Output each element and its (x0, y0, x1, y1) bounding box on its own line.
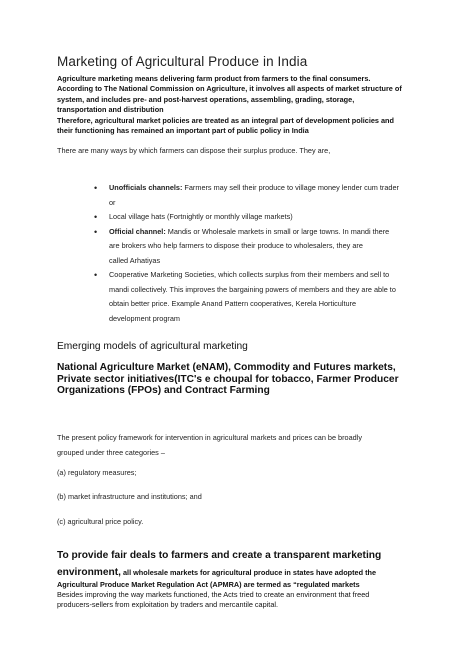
fair-deals-text: Agricultural Produce Market Regulation Act (APMRA) are termed as “regulated markets (57, 579, 360, 589)
intro-line: Therefore, agricultural market policies are treated as an integral part of development policies and (57, 115, 394, 125)
bullet-text: Local village hats (Fortnightly or monthly village markets) (109, 212, 293, 221)
lead-paragraph: There are many ways by which farmers can dispose their surplus produce. They are, (57, 146, 331, 155)
bullet-text: Mandis or Wholesale markets in small or large towns. In mandi there (165, 226, 390, 236)
models-line: Organizations (FPOs) and Contract Farming (57, 385, 270, 396)
bullet-continuation: are brokers who help farmers to dispose their produce to wholesalers, they are (109, 241, 363, 250)
fair-deals-heading: To provide fair deals to farmers and create a transparent marketing (57, 550, 382, 561)
intro-line: system, and includes pre- and post-harvest operations, assembling, grading, storage, (57, 94, 355, 104)
fair-deals-heading-cont: environment, (57, 566, 121, 578)
intro-line: their functioning has remained an important part of public policy in India (57, 126, 309, 136)
models-line: National Agriculture Market (eNAM), Commodity and Futures markets, (57, 362, 396, 373)
bullet-icon: • (94, 226, 98, 237)
list-item (94, 210, 439, 225)
intro-line: transportation and distribution (57, 105, 164, 115)
intro-line: According to The National Commission on Agriculture, it involves all aspects of market structure of (57, 84, 402, 94)
list-item (94, 225, 439, 240)
category-item: (b) market infrastructure and institutions; and (57, 492, 202, 501)
bullet-continuation: or (109, 197, 116, 207)
list-item (94, 268, 439, 283)
policy-paragraph (57, 431, 362, 460)
models-heading (57, 362, 399, 397)
bullet-text: Cooperative Marketing Societies, which collects surplus from their members and sell to (109, 270, 390, 279)
intro-block (57, 74, 427, 136)
policy-line: grouped under three categories – (57, 447, 165, 457)
fair-deals-text: all wholesale markets for agricultural produce in states have adopted the (120, 567, 377, 577)
category-item: (c) agricultural price policy. (57, 517, 144, 526)
policy-line: The present policy framework for intervention in agricultural markets and prices can be broadly (57, 433, 362, 442)
intro-line: Agriculture marketing means delivering farm product from farmers to the final consumers. (57, 74, 371, 83)
bullet-continuation: development program (109, 313, 180, 323)
bullet-label: Official channel: (109, 226, 166, 236)
fair-deals-section (57, 550, 437, 610)
bullet-icon: • (94, 183, 98, 193)
bullet-continuation: mandi collectively. This improves the bargaining powers of members and they are able to (109, 284, 396, 294)
bullet-text: Farmers may sell their produce to village money lender cum trader (182, 183, 399, 192)
fair-deals-text: Besides improving the way markets functioned, the Acts tried to create an environment that freed (57, 589, 370, 599)
bullet-icon: • (94, 270, 98, 280)
bullet-label: Unofficials channels: (109, 183, 183, 192)
models-line: Private sector initiatives(ITC's e choupal for tobacco, Farmer Producer (57, 373, 399, 385)
category-item: (a) regulatory measures; (57, 468, 137, 477)
bullet-list (94, 181, 439, 326)
list-item (94, 181, 439, 196)
bullet-icon: • (94, 212, 98, 222)
page-title: Marketing of Agricultural Produce in India (57, 54, 308, 69)
bullet-continuation: obtain better price. Example Anand Pattern cooperatives, Kerela Horticulture (109, 299, 357, 308)
section-heading: Emerging models of agricultural marketing (57, 341, 248, 352)
bullet-continuation: called Arhatiyas (109, 255, 161, 265)
fair-deals-text: producers-sellers from exploitation by traders and mercantile capital. (57, 599, 279, 609)
